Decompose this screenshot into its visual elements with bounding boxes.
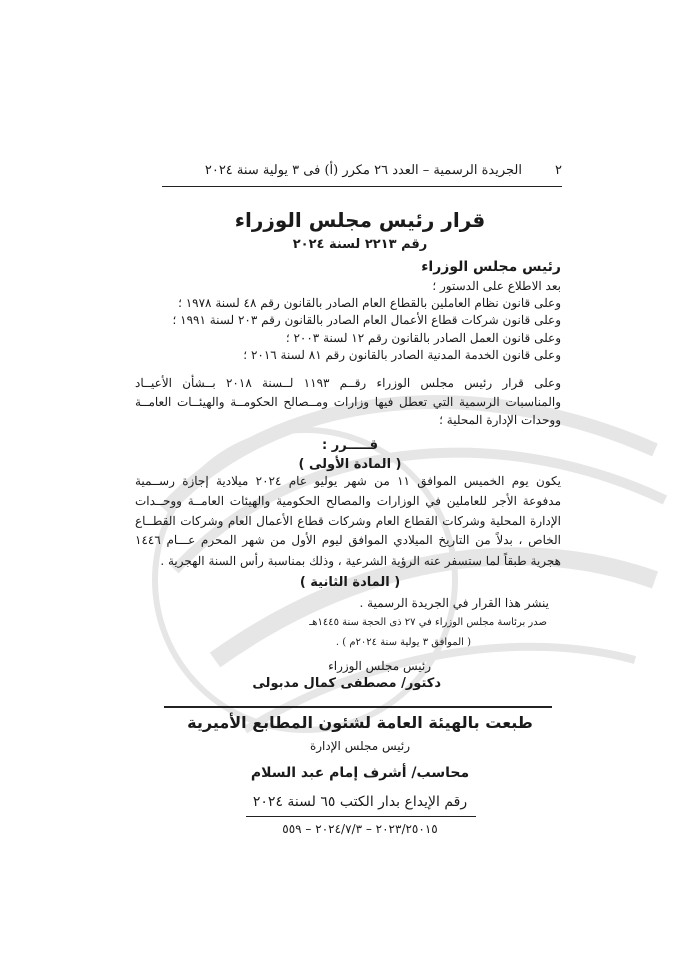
decides-label: قـــــرر : [321, 438, 379, 453]
print-code: ٢٠٢٣/٢٥٠١٥ – ٢٠٢٤/٧/٣ – ٥٥٩ [282, 822, 438, 836]
issued-date-line: ( الموافق ٣ يولية سنة ٢٠٢٤م ) . [335, 637, 471, 648]
decree-number: رقم ٢٢١٣ لسنة ٢٠٢٤ [292, 237, 428, 252]
preamble-line: وعلى قرار رئيس مجلس الوزراء رقــم ١١٩٣ لــسنة ٢٠١٨ بــشأن الأعيــاد [135, 376, 562, 390]
gazette-header [162, 160, 562, 182]
article1-line: هجرية طبقاً لما ستسفر عنه الرؤية الشرعية ، وذلك بمناسبة رأس السنة الهجرية . [160, 554, 561, 568]
signature-title: رئيس مجلس الوزراء [328, 659, 431, 673]
preamble-line: وعلى قانون الخدمة المدنية الصادر بالقانون رقم ٨١ لسنة ٢٠١٦ ؛ [243, 348, 561, 362]
code-divider [246, 816, 476, 817]
signature-name: دكتور/ مصطفى كمال مدبولى [252, 676, 441, 691]
header-divider [162, 186, 562, 187]
preamble-line: وعلى قانون العمل الصادر بالقانون رقم ١٢ لسنة ٢٠٠٣ ؛ [285, 331, 561, 345]
gazette-issue-info: الجريدة الرسمية – العدد ٢٦ مكرر (أ) فى ٣ يولية سنة ٢٠٢٤ [204, 163, 522, 178]
decree-title: قرار رئيس مجلس الوزراء [234, 208, 486, 232]
deposit-number: رقم الإيداع بدار الكتب ٦٥ لسنة ٢٠٢٤ [252, 794, 468, 810]
footer-divider [164, 706, 552, 708]
printer-name: طبعت بالهيئة العامة لشئون المطابع الأميرية [187, 713, 533, 732]
article2-heading: ( المادة الثانية ) [299, 575, 401, 590]
article1-heading: ( المادة الأولى ) [298, 457, 402, 472]
preamble-line: بعد الاطلاع على الدستور ؛ [432, 279, 561, 293]
preamble-line: وعلى قانون نظام العاملين بالقطاع العام الصادر بالقانون رقم ٤٨ لسنة ١٩٧٨ ؛ [178, 296, 561, 310]
article1-line: مدفوعة الأجر للعاملين في الوزارات والمصالح الحكومية والهيئات العامــة ووحــدات [135, 494, 561, 508]
article1-line: الخاص ، بدلاً من التاريخ الميلادي الموافق ليوم الأول من شهر المحرم عـــام ١٤٤٦ [135, 533, 561, 547]
preamble-line: والمناسبات الرسمية التي تعطل فيها وزارات ومــصالح الحكومــة والهيئــات العامــة [135, 395, 561, 409]
preamble-line: ووحدات الإدارة المحلية ؛ [439, 413, 561, 427]
page-number: ٢ [555, 163, 562, 178]
preamble-line: وعلى قانون شركات قطاع الأعمال العام الصادر بالقانون رقم ٢٠٣ لسنة ١٩٩١ ؛ [172, 313, 561, 327]
issuer-heading: رئيس مجلس الوزراء [421, 259, 561, 275]
article1-line: يكون يوم الخميس الموافق ١١ من شهر يوليو عام ٢٠٢٤ ميلادية إجازة رســمية [135, 474, 561, 488]
article2-text: ينشر هذا القرار في الجريدة الرسمية . [359, 596, 549, 610]
printer-chairman: محاسب/ أشرف إمام عبد السلام [250, 765, 470, 781]
issued-line: صدر برئاسة مجلس الوزراء في ٢٧ ذى الحجة سنة ١٤٤٥هـ [309, 617, 547, 628]
article1-line: الإدارة المحلية وشركات القطاع العام وشركات قطاع الأعمال العام وشركات القطــاع [135, 514, 561, 528]
printer-board-title: رئيس مجلس الإدارة [309, 739, 411, 753]
